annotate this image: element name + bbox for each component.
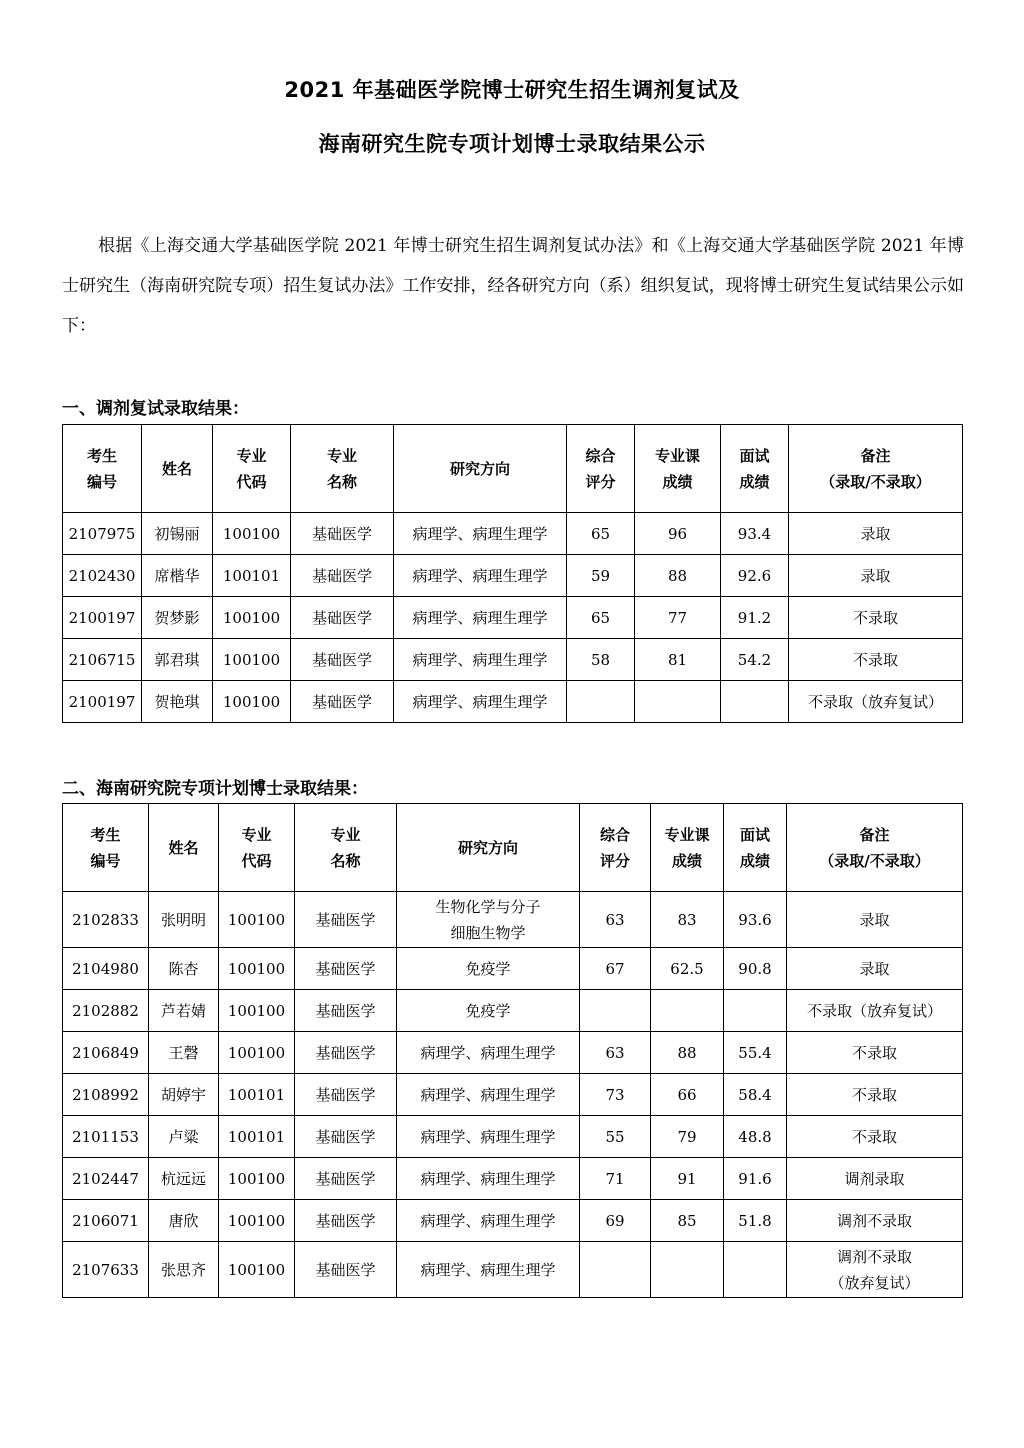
cell-major-code: 100100 (219, 1200, 295, 1242)
cell-major-name: 基础医学 (295, 892, 397, 948)
header-candidate-id-text: 考生 (90, 825, 121, 844)
cell-research-direction-text: 病理学、病理生理学 (420, 1260, 556, 1279)
table-row (63, 597, 963, 639)
table-row (63, 990, 963, 1032)
cell-major-name: 基础医学 (295, 1242, 397, 1298)
cell-research-direction (397, 1200, 580, 1242)
cell-name: 贺梦影 (142, 597, 213, 639)
header-course-score-text: 专业课 (654, 446, 700, 465)
cell-note-text: （放弃复试） (829, 1273, 920, 1292)
cell-major-code: 100100 (219, 1242, 295, 1298)
header-major-code-text: 代码 (241, 851, 272, 870)
cell-overall-score (567, 681, 635, 723)
cell-note-text: 不录取 (852, 650, 898, 669)
cell-overall-score (580, 1242, 651, 1298)
table-row (63, 1116, 963, 1158)
cell-major-name: 基础医学 (291, 639, 394, 681)
header-overall-score-text: 综合 (599, 825, 630, 844)
cell-course-score: 96 (635, 513, 721, 555)
header-major-name-text: 专业 (330, 825, 361, 844)
cell-candidate-id: 2102833 (63, 892, 149, 948)
cell-name: 王磬 (149, 1032, 219, 1074)
cell-course-score: 66 (651, 1074, 724, 1116)
header-note-text: 备注 (860, 446, 891, 465)
table-row (63, 639, 963, 681)
cell-research-direction-text: 病理学、病理生理学 (412, 650, 548, 669)
cell-research-direction-text: 病理学、病理生理学 (412, 524, 548, 543)
cell-research-direction (397, 1158, 580, 1200)
cell-major-name: 基础医学 (295, 1116, 397, 1158)
header-candidate-id-text: 考生 (86, 446, 117, 465)
cell-name: 张明明 (149, 892, 219, 948)
section-1-heading: 一、调剂复试录取结果： (62, 399, 249, 419)
cell-note-text: 不录取 (851, 1127, 897, 1146)
header-course-score-text: 成绩 (662, 472, 693, 491)
header-note-text: 备注 (859, 825, 890, 844)
cell-name: 胡婷宇 (149, 1074, 219, 1116)
header-interview-score-text: 面试 (739, 825, 770, 844)
cell-course-score: 88 (651, 1032, 724, 1074)
cell-research-direction-text: 病理学、病理生理学 (420, 1127, 556, 1146)
cell-candidate-id: 2107975 (63, 513, 142, 555)
cell-candidate-id: 2106071 (63, 1200, 149, 1242)
cell-name: 芦若婧 (149, 990, 219, 1032)
cell-research-direction-text: 病理学、病理生理学 (420, 1043, 556, 1062)
cell-interview-score: 91.2 (721, 597, 789, 639)
cell-research-direction (394, 597, 567, 639)
cell-overall-score: 63 (580, 892, 651, 948)
header-candidate-id (63, 804, 149, 892)
table-row (63, 513, 963, 555)
cell-research-direction-text: 免疫学 (465, 1001, 511, 1020)
cell-course-score: 77 (635, 597, 721, 639)
cell-candidate-id: 2102447 (63, 1158, 149, 1200)
cell-note-text: 不录取 (852, 608, 898, 627)
cell-course-score: 88 (635, 555, 721, 597)
cell-note-text: 调剂不录取 (836, 1211, 912, 1230)
table-row (63, 555, 963, 597)
cell-candidate-id: 2106715 (63, 639, 142, 681)
cell-course-score: 62.5 (651, 948, 724, 990)
cell-course-score: 81 (635, 639, 721, 681)
cell-interview-score: 93.6 (724, 892, 787, 948)
header-overall-score (567, 425, 635, 513)
table-header-row (63, 804, 963, 892)
cell-interview-score: 93.4 (721, 513, 789, 555)
cell-course-score: 79 (651, 1116, 724, 1158)
header-major-code (213, 425, 291, 513)
cell-name: 杭远远 (149, 1158, 219, 1200)
cell-major-code: 100100 (213, 681, 291, 723)
cell-note-text: 录取 (860, 566, 891, 585)
cell-research-direction (397, 892, 580, 948)
cell-major-name: 基础医学 (295, 1158, 397, 1200)
cell-candidate-id: 2101153 (63, 1116, 149, 1158)
header-note-text: （录取/不录取） (819, 851, 930, 870)
cell-research-direction-text: 生物化学与分子 (435, 897, 541, 916)
header-interview-score-text: 成绩 (739, 472, 770, 491)
cell-candidate-id: 2102882 (63, 990, 149, 1032)
admission-table-transfer (62, 424, 963, 723)
header-note (789, 425, 963, 513)
cell-note (789, 681, 963, 723)
section-2-heading: 二、海南研究院专项计划博士录取结果： (62, 779, 368, 799)
cell-research-direction-text: 病理学、病理生理学 (420, 1169, 556, 1188)
cell-note-text: 不录取 (851, 1085, 897, 1104)
cell-interview-score: 91.6 (724, 1158, 787, 1200)
cell-note (787, 1032, 963, 1074)
header-overall-score-text: 评分 (585, 472, 616, 491)
header-interview-score (721, 425, 789, 513)
cell-note (787, 1116, 963, 1158)
table-row (63, 1200, 963, 1242)
cell-research-direction (397, 1116, 580, 1158)
table-row (63, 948, 963, 990)
header-candidate-id (63, 425, 142, 513)
cell-major-code: 100100 (219, 948, 295, 990)
cell-major-name: 基础医学 (295, 990, 397, 1032)
cell-major-code: 100101 (213, 555, 291, 597)
cell-major-code: 100100 (219, 1032, 295, 1074)
header-course-score-text: 成绩 (671, 851, 702, 870)
cell-overall-score (580, 990, 651, 1032)
cell-major-name: 基础医学 (291, 555, 394, 597)
cell-candidate-id: 2104980 (63, 948, 149, 990)
cell-name: 郭君琪 (142, 639, 213, 681)
cell-note-text: 不录取（放弃复试） (807, 692, 943, 711)
cell-name: 张思齐 (149, 1242, 219, 1298)
table-row (63, 1032, 963, 1074)
header-major-code (219, 804, 295, 892)
cell-note-text: 录取 (859, 959, 890, 978)
cell-note (787, 1242, 963, 1298)
cell-note (787, 1074, 963, 1116)
header-overall-score-text: 评分 (599, 851, 630, 870)
cell-note (789, 513, 963, 555)
cell-candidate-id: 2108992 (63, 1074, 149, 1116)
cell-research-direction-text: 病理学、病理生理学 (412, 608, 548, 627)
header-interview-score (724, 804, 787, 892)
header-major-code-text: 专业 (241, 825, 272, 844)
cell-research-direction-text: 病理学、病理生理学 (412, 566, 548, 585)
cell-interview-score: 51.8 (724, 1200, 787, 1242)
header-course-score (635, 425, 721, 513)
cell-interview-score: 58.4 (724, 1074, 787, 1116)
header-major-name-text: 名称 (330, 851, 361, 870)
cell-overall-score: 69 (580, 1200, 651, 1242)
cell-research-direction-text: 病理学、病理生理学 (420, 1085, 556, 1104)
cell-major-code: 100101 (219, 1074, 295, 1116)
cell-overall-score: 59 (567, 555, 635, 597)
cell-note (789, 597, 963, 639)
cell-note-text: 录取 (860, 524, 891, 543)
cell-overall-score: 63 (580, 1032, 651, 1074)
cell-overall-score: 65 (567, 513, 635, 555)
header-major-name (295, 804, 397, 892)
cell-note-text: 调剂不录取 (836, 1247, 912, 1266)
cell-major-name: 基础医学 (295, 1200, 397, 1242)
cell-major-code: 100100 (219, 990, 295, 1032)
cell-course-score: 85 (651, 1200, 724, 1242)
cell-research-direction (394, 513, 567, 555)
cell-overall-score: 67 (580, 948, 651, 990)
header-major-name-text: 名称 (326, 472, 357, 491)
cell-overall-score: 65 (567, 597, 635, 639)
cell-interview-score (721, 681, 789, 723)
cell-major-name: 基础医学 (295, 1032, 397, 1074)
cell-note (787, 1158, 963, 1200)
cell-note (787, 892, 963, 948)
cell-note (787, 1200, 963, 1242)
cell-interview-score (724, 1242, 787, 1298)
header-course-score-text: 专业课 (664, 825, 710, 844)
cell-candidate-id: 2106849 (63, 1032, 149, 1074)
cell-research-direction (397, 1032, 580, 1074)
header-note (787, 804, 963, 892)
header-name (149, 804, 219, 892)
cell-course-score (651, 990, 724, 1032)
cell-research-direction-text: 病理学、病理生理学 (420, 1211, 556, 1230)
header-course-score (651, 804, 724, 892)
cell-overall-score: 73 (580, 1074, 651, 1116)
cell-major-name: 基础医学 (295, 1074, 397, 1116)
cell-research-direction (394, 639, 567, 681)
cell-major-name: 基础医学 (291, 513, 394, 555)
intro-paragraph: 根据《上海交通大学基础医学院 2021 年博士研究生招生调剂复试办法》和《上海交通大学基础医学院 2021 年博士研究生（海南研究院专项）招生复试办法》工作安排，经各研究方向（系）组织复试，现将博士研究生复试结果公示如下： (62, 236, 964, 336)
header-name (142, 425, 213, 513)
table-row (63, 892, 963, 948)
cell-research-direction (397, 948, 580, 990)
cell-overall-score: 71 (580, 1158, 651, 1200)
cell-major-name: 基础医学 (291, 597, 394, 639)
cell-course-score: 83 (651, 892, 724, 948)
cell-major-name: 基础医学 (291, 681, 394, 723)
cell-note-text: 不录取（放弃复试） (806, 1001, 942, 1020)
cell-note (789, 555, 963, 597)
cell-research-direction (394, 681, 567, 723)
cell-major-code: 100100 (219, 1158, 295, 1200)
table-row (63, 1074, 963, 1116)
header-major-code-text: 代码 (236, 472, 267, 491)
cell-candidate-id: 2100197 (63, 597, 142, 639)
cell-major-name: 基础医学 (295, 948, 397, 990)
cell-candidate-id: 2107633 (63, 1242, 149, 1298)
cell-major-code: 100100 (213, 513, 291, 555)
cell-research-direction-text: 免疫学 (465, 959, 511, 978)
header-major-name (291, 425, 394, 513)
table-row (63, 1158, 963, 1200)
cell-name: 初锡丽 (142, 513, 213, 555)
cell-note (787, 948, 963, 990)
header-major-code-text: 专业 (236, 446, 267, 465)
header-research-direction-text: 研究方向 (457, 838, 518, 857)
header-major-name-text: 专业 (326, 446, 357, 465)
cell-interview-score (724, 990, 787, 1032)
cell-major-code: 100100 (219, 892, 295, 948)
table-row (63, 681, 963, 723)
cell-name: 卢粱 (149, 1116, 219, 1158)
header-interview-score-text: 成绩 (739, 851, 770, 870)
header-overall-score-text: 综合 (585, 446, 616, 465)
header-candidate-id-text: 编号 (90, 851, 121, 870)
cell-note (787, 990, 963, 1032)
cell-research-direction-text: 细胞生物学 (450, 923, 526, 942)
cell-name: 贺艳琪 (142, 681, 213, 723)
cell-interview-score: 92.6 (721, 555, 789, 597)
header-name-text: 姓名 (168, 838, 199, 857)
cell-overall-score: 55 (580, 1116, 651, 1158)
cell-interview-score: 55.4 (724, 1032, 787, 1074)
cell-major-code: 100101 (219, 1116, 295, 1158)
cell-note-text: 不录取 (851, 1043, 897, 1062)
cell-candidate-id: 2100197 (63, 681, 142, 723)
cell-major-code: 100100 (213, 597, 291, 639)
table-row (63, 1242, 963, 1298)
cell-research-direction-text: 病理学、病理生理学 (412, 692, 548, 711)
cell-course-score (635, 681, 721, 723)
cell-research-direction (394, 555, 567, 597)
cell-research-direction (397, 1242, 580, 1298)
header-research-direction (394, 425, 567, 513)
cell-name: 唐欣 (149, 1200, 219, 1242)
admission-table-hainan (62, 803, 963, 1298)
cell-name: 席楷华 (142, 555, 213, 597)
cell-interview-score: 54.2 (721, 639, 789, 681)
cell-interview-score: 90.8 (724, 948, 787, 990)
header-research-direction-text: 研究方向 (449, 459, 510, 478)
cell-candidate-id: 2102430 (63, 555, 142, 597)
header-name-text: 姓名 (161, 459, 192, 478)
document-title-line-1: 2021 年基础医学院博士研究生招生调剂复试及 (284, 78, 740, 102)
table-header-row (63, 425, 963, 513)
header-interview-score-text: 面试 (739, 446, 770, 465)
cell-research-direction (397, 990, 580, 1032)
document-title-line-2: 海南研究生院专项计划博士录取结果公示 (318, 132, 706, 156)
cell-course-score (651, 1242, 724, 1298)
header-note-text: （录取/不录取） (820, 472, 931, 491)
cell-note-text: 调剂录取 (844, 1169, 905, 1188)
cell-overall-score: 58 (567, 639, 635, 681)
header-research-direction (397, 804, 580, 892)
cell-research-direction (397, 1074, 580, 1116)
cell-note (789, 639, 963, 681)
cell-name: 陈杏 (149, 948, 219, 990)
header-overall-score (580, 804, 651, 892)
cell-interview-score: 48.8 (724, 1116, 787, 1158)
header-candidate-id-text: 编号 (86, 472, 117, 491)
cell-major-code: 100100 (213, 639, 291, 681)
cell-course-score: 91 (651, 1158, 724, 1200)
cell-note-text: 录取 (859, 910, 890, 929)
